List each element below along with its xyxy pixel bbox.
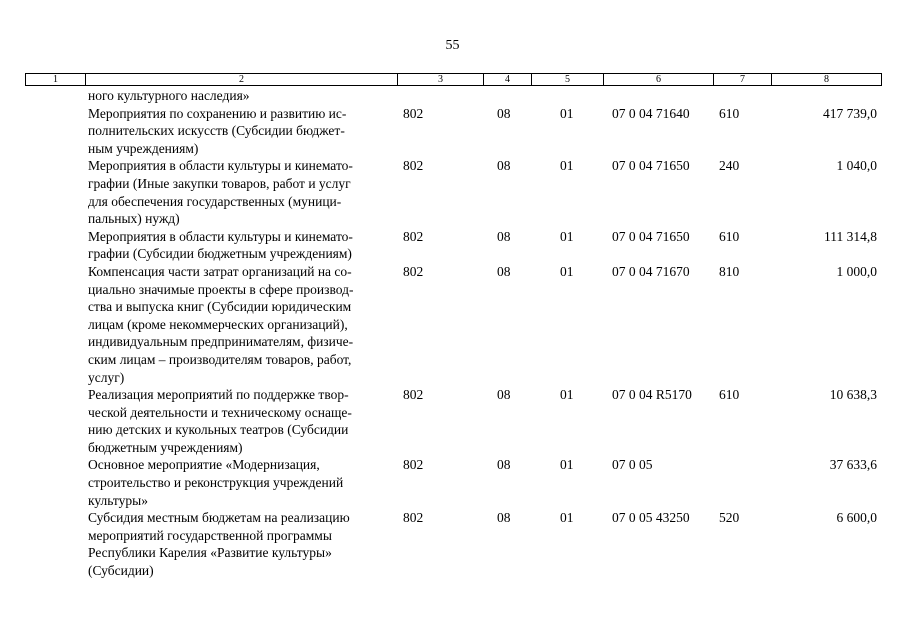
subsection-code: 01	[560, 387, 574, 403]
section-code: 08	[497, 387, 511, 403]
subsection-code: 01	[560, 228, 574, 244]
header-col-5: 5	[532, 74, 604, 86]
expense-type-code: 610	[719, 105, 740, 121]
section-code: 08	[497, 228, 511, 244]
header-col-1: 1	[26, 74, 86, 86]
ministry-code: 802	[403, 105, 424, 121]
header-col-6: 6	[604, 74, 714, 86]
expense-type-code: 610	[719, 228, 740, 244]
section-code: 08	[497, 263, 511, 279]
description-line: полнительских искусств (Субсидии бюджет-	[88, 123, 345, 139]
table-row	[25, 386, 881, 456]
description-line: нию детских и кукольных театров (Субсидии	[88, 422, 349, 438]
subsection-code: 01	[560, 510, 574, 526]
expense-type-code: 520	[719, 510, 740, 526]
target-article-code: 07 0 04 71650	[612, 158, 690, 174]
continuation-row	[25, 87, 881, 105]
description-line: циально значимые проекты в сфере производ-	[88, 281, 354, 297]
subsection-code: 01	[560, 457, 574, 473]
description-line: ским лицам – производителям товаров, работ,	[88, 351, 352, 367]
table-row	[25, 456, 881, 509]
row-description	[85, 456, 397, 509]
amount: 10 638,3	[829, 387, 877, 403]
table-row	[25, 263, 881, 386]
column-number-header	[25, 73, 882, 86]
amount: 1 040,0	[836, 158, 877, 174]
ministry-code: 802	[403, 387, 424, 403]
ministry-code: 802	[403, 228, 424, 244]
target-article-code: 07 0 04 71650	[612, 228, 690, 244]
subsection-code: 01	[560, 263, 574, 279]
section-code: 08	[497, 457, 511, 473]
description-line: Субсидия местным бюджетам на реализацию	[88, 510, 350, 526]
description-line: Мероприятия в области культуры и кинемато-	[88, 158, 353, 174]
header-col-2: 2	[86, 74, 398, 86]
description-line: индивидуальным предпринимателям, физиче-	[88, 334, 354, 350]
description-line: графии (Субсидии бюджетным учреждениям)	[88, 246, 352, 262]
subsection-code: 01	[560, 158, 574, 174]
header-col-3: 3	[398, 74, 484, 86]
subsection-code: 01	[560, 105, 574, 121]
target-article-code: 07 0 05 43250	[612, 510, 690, 526]
description-line: графии (Иные закупки товаров, работ и услуг	[88, 175, 351, 191]
header-col-7: 7	[714, 74, 772, 86]
description-line: Реализация мероприятий по поддержке твор-	[88, 387, 349, 403]
description-line: услуг)	[88, 369, 125, 385]
row-description	[85, 263, 397, 386]
target-article-code: 07 0 05	[612, 457, 653, 473]
target-article-code: 07 0 04 71670	[612, 263, 690, 279]
amount: 111 314,8	[824, 228, 877, 244]
expense-type-code: 240	[719, 158, 740, 174]
description-line: пальных) нужд)	[88, 211, 180, 227]
ministry-code: 802	[403, 263, 424, 279]
amount: 37 633,6	[829, 457, 877, 473]
ministry-code: 802	[403, 158, 424, 174]
page-number: 55	[445, 38, 460, 53]
budget-table-body	[25, 87, 881, 580]
row-description	[85, 105, 397, 158]
description-line: (Субсидии)	[88, 563, 154, 579]
ministry-code: 802	[403, 510, 424, 526]
description-line: ства и выпуска книг (Субсидии юридическим	[88, 299, 352, 315]
description-line: Основное мероприятие «Модернизация,	[88, 457, 320, 473]
description-line: строительство и реконструкция учреждений	[88, 475, 344, 491]
table-row	[25, 228, 881, 263]
description-line: ным учреждениям)	[88, 140, 199, 156]
amount: 417 739,0	[823, 105, 877, 121]
amount: 6 600,0	[836, 510, 877, 526]
continuation-text: ного культурного наследия»	[88, 88, 250, 103]
target-article-code: 07 0 04 R5170	[612, 387, 692, 403]
description-line: культуры»	[88, 492, 148, 508]
description-line: лицам (кроме некоммерческих организаций),	[88, 316, 348, 332]
description-line: Мероприятия в области культуры и кинемато-	[88, 228, 353, 244]
header-col-4: 4	[484, 74, 532, 86]
section-code: 08	[497, 105, 511, 121]
expense-type-code: 810	[719, 263, 740, 279]
description-line: мероприятий государственной программы	[88, 527, 332, 543]
table-row	[25, 157, 881, 227]
expense-type-code	[713, 456, 771, 509]
row-description	[85, 157, 397, 227]
table-row	[25, 105, 881, 158]
table-row	[25, 509, 881, 579]
target-article-code: 07 0 04 71640	[612, 105, 690, 121]
expense-type-code: 610	[719, 387, 740, 403]
section-code: 08	[497, 158, 511, 174]
description-line: бюджетным учреждениям)	[88, 439, 243, 455]
description-line: Мероприятия по сохранению и развитию ис-	[88, 105, 347, 121]
row-description	[85, 228, 397, 263]
description-line: Республики Карелия «Развитие культуры»	[88, 545, 332, 561]
row-description	[85, 386, 397, 456]
description-line: для обеспечения государственных (муници-	[88, 193, 342, 209]
amount: 1 000,0	[836, 263, 877, 279]
section-code: 08	[497, 510, 511, 526]
row-description	[85, 509, 397, 579]
description-line: Компенсация части затрат организаций на со-	[88, 263, 352, 279]
ministry-code: 802	[403, 457, 424, 473]
header-col-8: 8	[772, 74, 882, 86]
description-line: ческой деятельности и техническому оснаще-	[88, 404, 352, 420]
